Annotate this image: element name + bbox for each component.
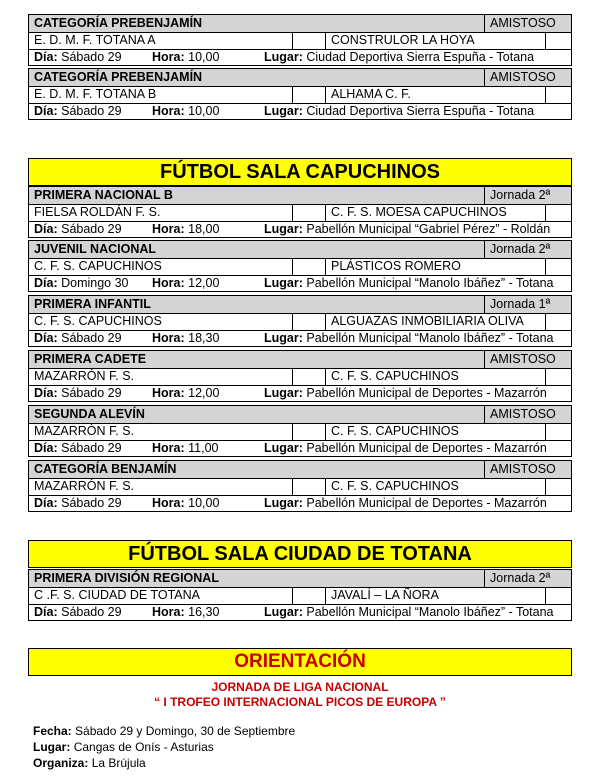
orientacion-subtitle: JORNADA DE LIGA NACIONAL	[211, 680, 389, 694]
match-place: Lugar: Pabellón Municipal “Manolo Ibáñez” - Totana	[264, 276, 554, 290]
section-banner-totana: FÚTBOL SALA CIUDAD DE TOTANA	[28, 540, 572, 568]
score-away	[546, 258, 573, 275]
match-day: Día: Sábado 29	[34, 222, 122, 236]
home-team: E. D. M. F. TOTANA A	[29, 32, 293, 49]
match-round: AMISTOSO	[490, 70, 556, 84]
match-time: Hora: 11,00	[152, 441, 219, 455]
match-round: AMISTOSO	[490, 462, 556, 476]
orientacion-organiza: Organiza: La Brújula	[33, 756, 146, 770]
match-round: Jornada 2ª	[490, 188, 551, 202]
match-round: AMISTOSO	[490, 16, 556, 30]
score-home	[293, 368, 326, 385]
match-place: Lugar: Ciudad Deportiva Sierra Espuña - Totana	[264, 104, 535, 118]
score-away	[546, 313, 573, 330]
match-card	[28, 460, 572, 512]
score-home	[293, 32, 326, 49]
away-team: PLÁSTICOS ROMERO	[326, 258, 546, 275]
home-team: C. F. S. CAPUCHINOS	[29, 258, 293, 275]
match-round: Jornada 2ª	[490, 242, 551, 256]
match-time: Hora: 12,00	[152, 276, 220, 290]
match-place: Lugar: Pabellón Municipal “Gabriel Pérez” - Roldán	[264, 222, 551, 236]
home-team: FIELSA ROLDÁN F. S.	[29, 204, 293, 221]
section-banner-orientacion: ORIENTACIÓN	[28, 648, 572, 676]
match-place: Lugar: Pabellón Municipal de Deportes - Mazarrón	[264, 441, 547, 455]
score-home	[293, 86, 326, 103]
score-away	[546, 204, 573, 221]
orientacion-trophy: “ I TROFEO INTERNACIONAL PICOS DE EUROPA ”	[154, 695, 446, 709]
match-round: AMISTOSO	[490, 352, 556, 366]
section-banner-capuchinos: FÚTBOL SALA CAPUCHINOS	[28, 158, 572, 186]
match-category: PRIMERA INFANTIL	[29, 296, 485, 313]
home-team: C. F. S. CAPUCHINOS	[29, 313, 293, 330]
away-team: ALGUAZAS INMOBILIARIA OLIVA	[326, 313, 546, 330]
home-team: MAZARRÓN F. S.	[29, 478, 293, 495]
score-home	[293, 587, 326, 604]
away-team: ALHAMA C. F.	[326, 86, 546, 103]
match-card	[28, 240, 572, 292]
match-day: Día: Sábado 29	[34, 386, 122, 400]
score-away	[546, 86, 573, 103]
match-category: PRIMERA DIVISIÓN REGIONAL	[29, 570, 485, 587]
score-home	[293, 478, 326, 495]
orientacion-fecha: Fecha: Sábado 29 y Domingo, 30 de Septiembre	[33, 724, 296, 738]
match-time: Hora: 10,00	[152, 50, 220, 64]
match-round: Jornada 2ª	[490, 571, 551, 585]
home-team: MAZARRÓN F. S.	[29, 423, 293, 440]
score-away	[546, 478, 573, 495]
score-away	[546, 32, 573, 49]
score-away	[546, 587, 573, 604]
match-day: Día: Sábado 29	[34, 331, 122, 345]
match-card	[28, 350, 572, 402]
match-place: Lugar: Pabellón Municipal de Deportes - Mazarrón	[264, 386, 547, 400]
match-day: Día: Domingo 30	[34, 276, 129, 290]
match-round: AMISTOSO	[490, 407, 556, 421]
match-time: Hora: 10,00	[152, 104, 220, 118]
match-category: JUVENIL NACIONAL	[29, 241, 485, 258]
away-team: JAVALÍ – LA ÑORA	[326, 587, 546, 604]
match-category: SEGUNDA ALEVÍN	[29, 406, 485, 423]
match-category: CATEGORÍA PREBENJAMÍN	[29, 69, 485, 86]
match-category: PRIMERA NACIONAL B	[29, 187, 485, 204]
match-day: Día: Sábado 29	[34, 605, 122, 619]
match-day: Día: Sábado 29	[34, 441, 122, 455]
match-category: CATEGORÍA PREBENJAMÍN	[29, 15, 485, 32]
match-card	[28, 405, 572, 457]
match-card	[28, 68, 572, 120]
match-time: Hora: 10,00	[152, 496, 220, 510]
match-day: Día: Sábado 29	[34, 104, 122, 118]
score-home	[293, 258, 326, 275]
score-away	[546, 423, 573, 440]
score-home	[293, 313, 326, 330]
match-time: Hora: 12,00	[152, 386, 220, 400]
match-card	[28, 569, 572, 621]
score-home	[293, 204, 326, 221]
home-team: MAZARRÓN F. S.	[29, 368, 293, 385]
match-place: Lugar: Pabellón Municipal “Manolo Ibáñez” - Totana	[264, 331, 554, 345]
away-team: CONSTRULOR LA HOYA	[326, 32, 546, 49]
match-card	[28, 186, 572, 238]
orientacion-lugar: Lugar: Cangas de Onís - Asturias	[33, 740, 214, 754]
score-away	[546, 368, 573, 385]
match-round: Jornada 1ª	[490, 297, 551, 311]
score-home	[293, 423, 326, 440]
home-team: C .F. S. CIUDAD DE TOTANA	[29, 587, 293, 604]
match-card	[28, 14, 572, 66]
match-time: Hora: 16,30	[152, 605, 220, 619]
match-category: PRIMERA CADETE	[29, 351, 485, 368]
match-day: Día: Sábado 29	[34, 50, 122, 64]
match-place: Lugar: Pabellón Municipal de Deportes - Mazarrón	[264, 496, 547, 510]
away-team: C. F. S. CAPUCHINOS	[326, 423, 546, 440]
away-team: C. F. S. MOESA CAPUCHINOS	[326, 204, 546, 221]
away-team: C. F. S. CAPUCHINOS	[326, 368, 546, 385]
match-time: Hora: 18,00	[152, 222, 220, 236]
away-team: C. F. S. CAPUCHINOS	[326, 478, 546, 495]
match-place: Lugar: Ciudad Deportiva Sierra Espuña - Totana	[264, 50, 535, 64]
home-team: E. D. M. F. TOTANA B	[29, 86, 293, 103]
match-time: Hora: 18,30	[152, 331, 220, 345]
match-day: Día: Sábado 29	[34, 496, 122, 510]
match-place: Lugar: Pabellón Municipal “Manolo Ibáñez” - Totana	[264, 605, 554, 619]
match-category: CATEGORÍA BENJAMÍN	[29, 461, 485, 478]
match-card	[28, 295, 572, 347]
